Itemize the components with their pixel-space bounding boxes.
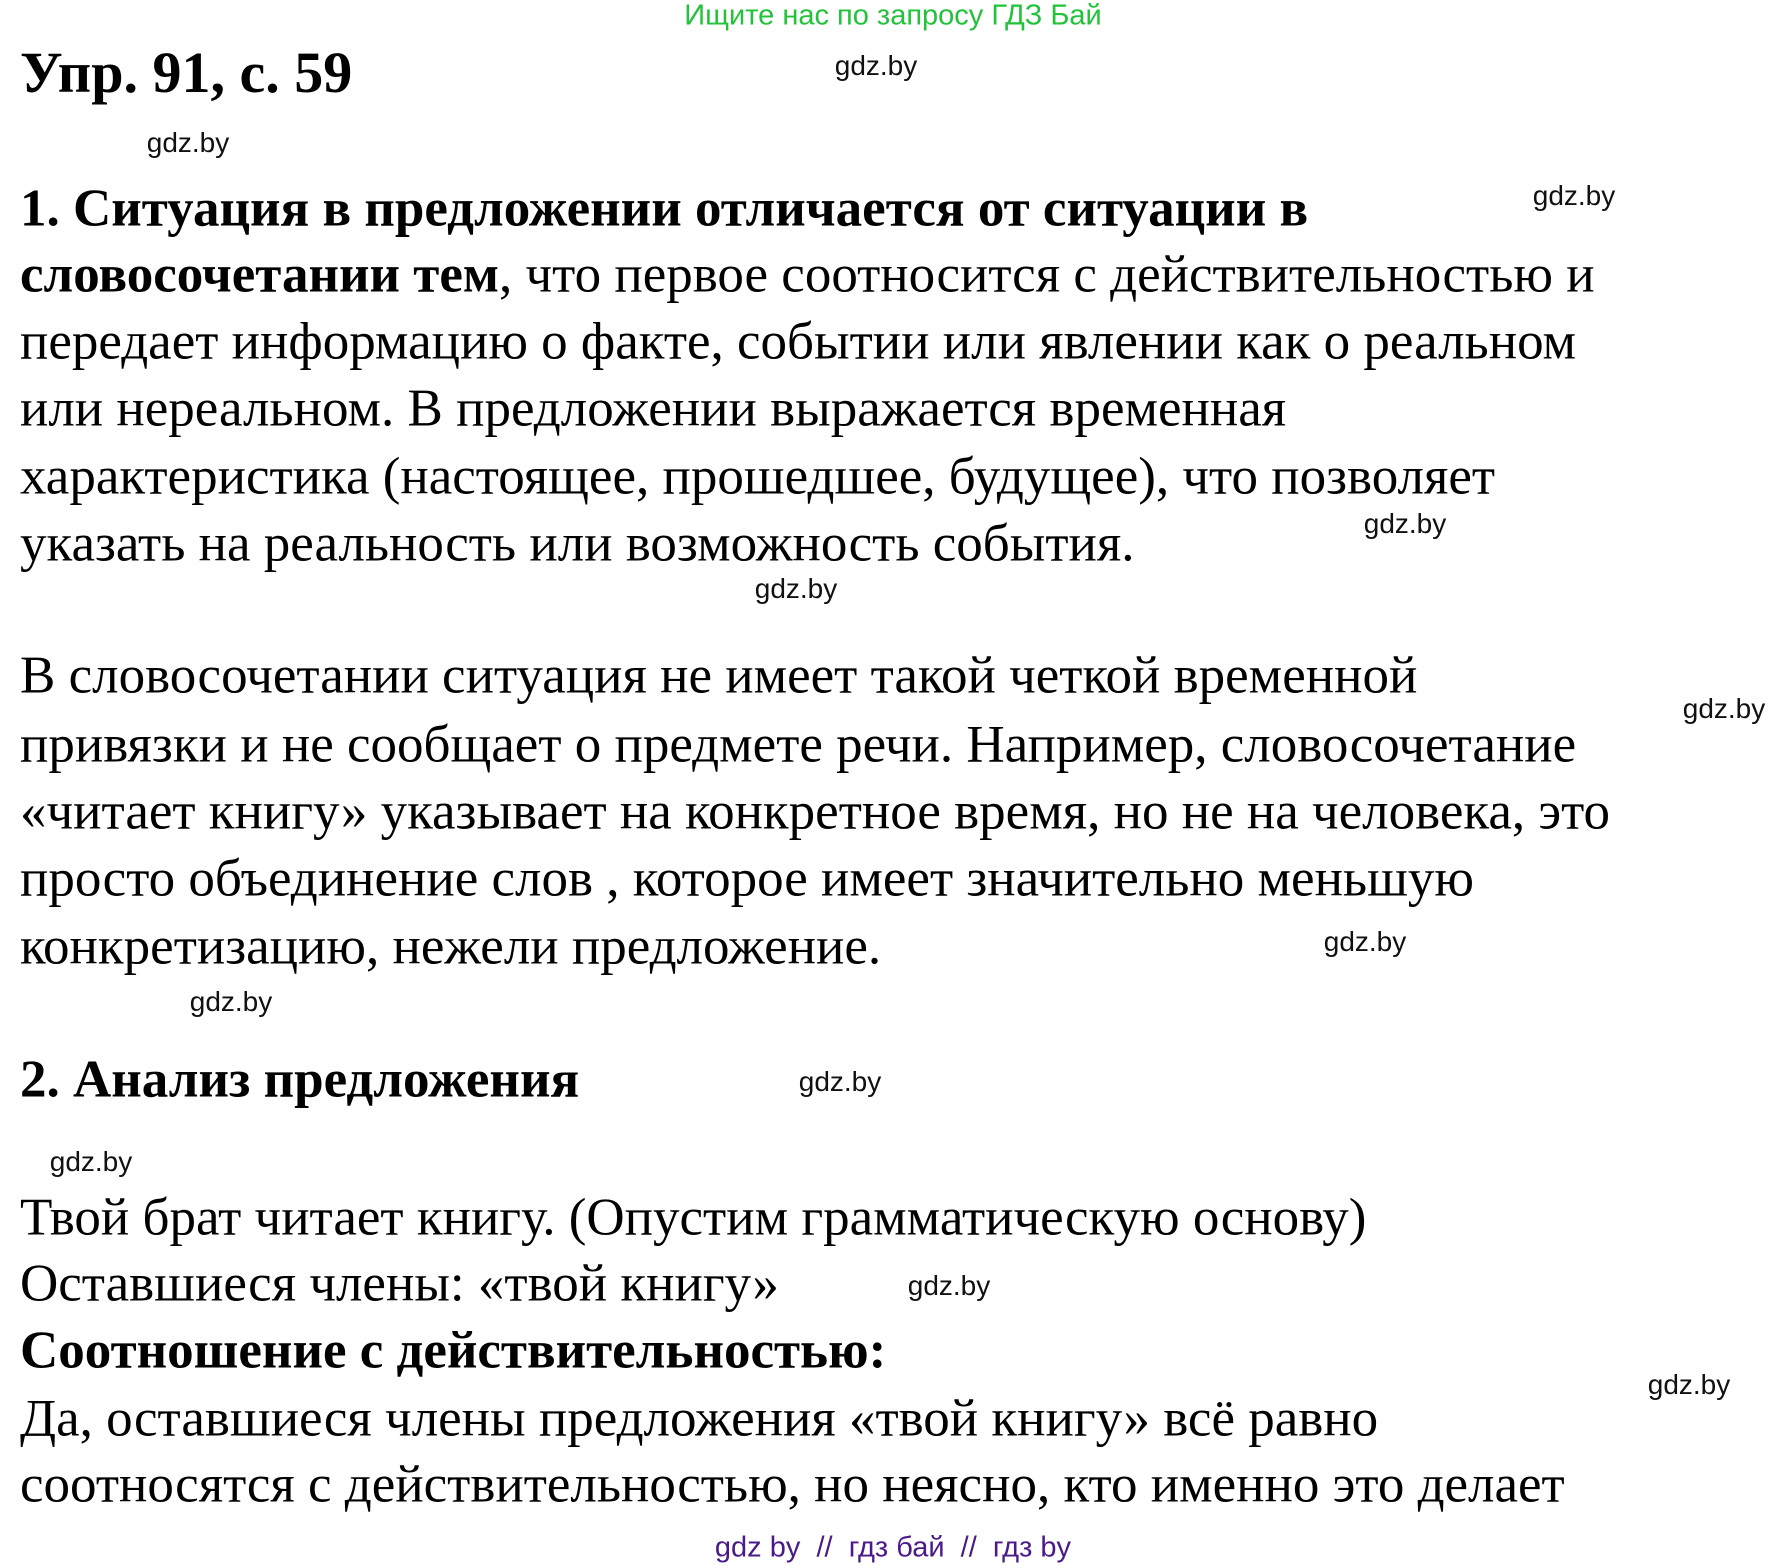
- search-banner: Ищите нас по запросу ГДЗ Бай: [684, 0, 1102, 32]
- watermark: gdz.by: [1363, 508, 1447, 539]
- watermark: gdz.by: [1647, 1369, 1731, 1400]
- section2-answer-1: Да, оставшиеся члены предложения «твой книгу» всё равно: [20, 1389, 1379, 1448]
- section1-line-1: [20, 179, 1309, 238]
- footer-links: gdz by // гдз бай // гдз by: [714, 1531, 1072, 1564]
- watermark: gdz.by: [189, 986, 273, 1017]
- section2-subheading: Соотношение с действительностью:: [20, 1321, 887, 1380]
- section1-line-6: указать на реальность или возможность события.: [20, 514, 1135, 573]
- watermark: gdz.by: [1682, 693, 1766, 724]
- section2-heading: 2. Анализ предложения: [20, 1050, 580, 1109]
- paragraph2-line-4: просто объединение слов , которое имеет значительно меньшую: [20, 849, 1475, 908]
- watermark: gdz.by: [49, 1146, 133, 1177]
- section2-answer-2: соотносятся с действительностью, но неясно, кто именно это делает: [20, 1455, 1565, 1514]
- section1-line-3: передает информацию о факте, событии или явлении как о реальном: [20, 312, 1577, 371]
- watermark: gdz.by: [798, 1066, 882, 1097]
- paragraph2-line-5: конкретизацию, нежели предложение.: [20, 917, 882, 976]
- bold-text: 1. Ситуация в предложении отличается от ситуации в: [20, 179, 1309, 238]
- watermark: gdz.by: [907, 1270, 991, 1301]
- section2-line-1: Твой брат читает книгу. (Опустим грамматическую основу): [20, 1188, 1367, 1247]
- watermark: gdz.by: [146, 127, 230, 158]
- section2-line-2: Оставшиеся члены: «твой книгу»: [20, 1254, 779, 1313]
- watermark: gdz.by: [834, 50, 918, 81]
- section1-line-2: [20, 245, 1595, 304]
- text: , что первое соотносится с действительностью и: [498, 245, 1595, 304]
- section1-line-5: характеристика (настоящее, прошедшее, будущее), что позволяет: [20, 447, 1496, 506]
- paragraph2-line-1: В словосочетании ситуация не имеет такой четкой временной: [20, 646, 1418, 705]
- watermark: gdz.by: [1323, 926, 1407, 957]
- bold-text: словосочетании тем: [20, 245, 499, 304]
- paragraph2-line-3: «читает книгу» указывает на конкретное время, но не на человека, это: [20, 782, 1611, 841]
- watermark: gdz.by: [1532, 180, 1616, 211]
- watermark: gdz.by: [754, 573, 838, 604]
- section1-line-4: или нереальном. В предложении выражается временная: [20, 379, 1287, 438]
- page-title: Упр. 91, с. 59: [20, 40, 353, 105]
- paragraph2-line-2: привязки и не сообщает о предмете речи. Например, словосочетание: [20, 715, 1577, 774]
